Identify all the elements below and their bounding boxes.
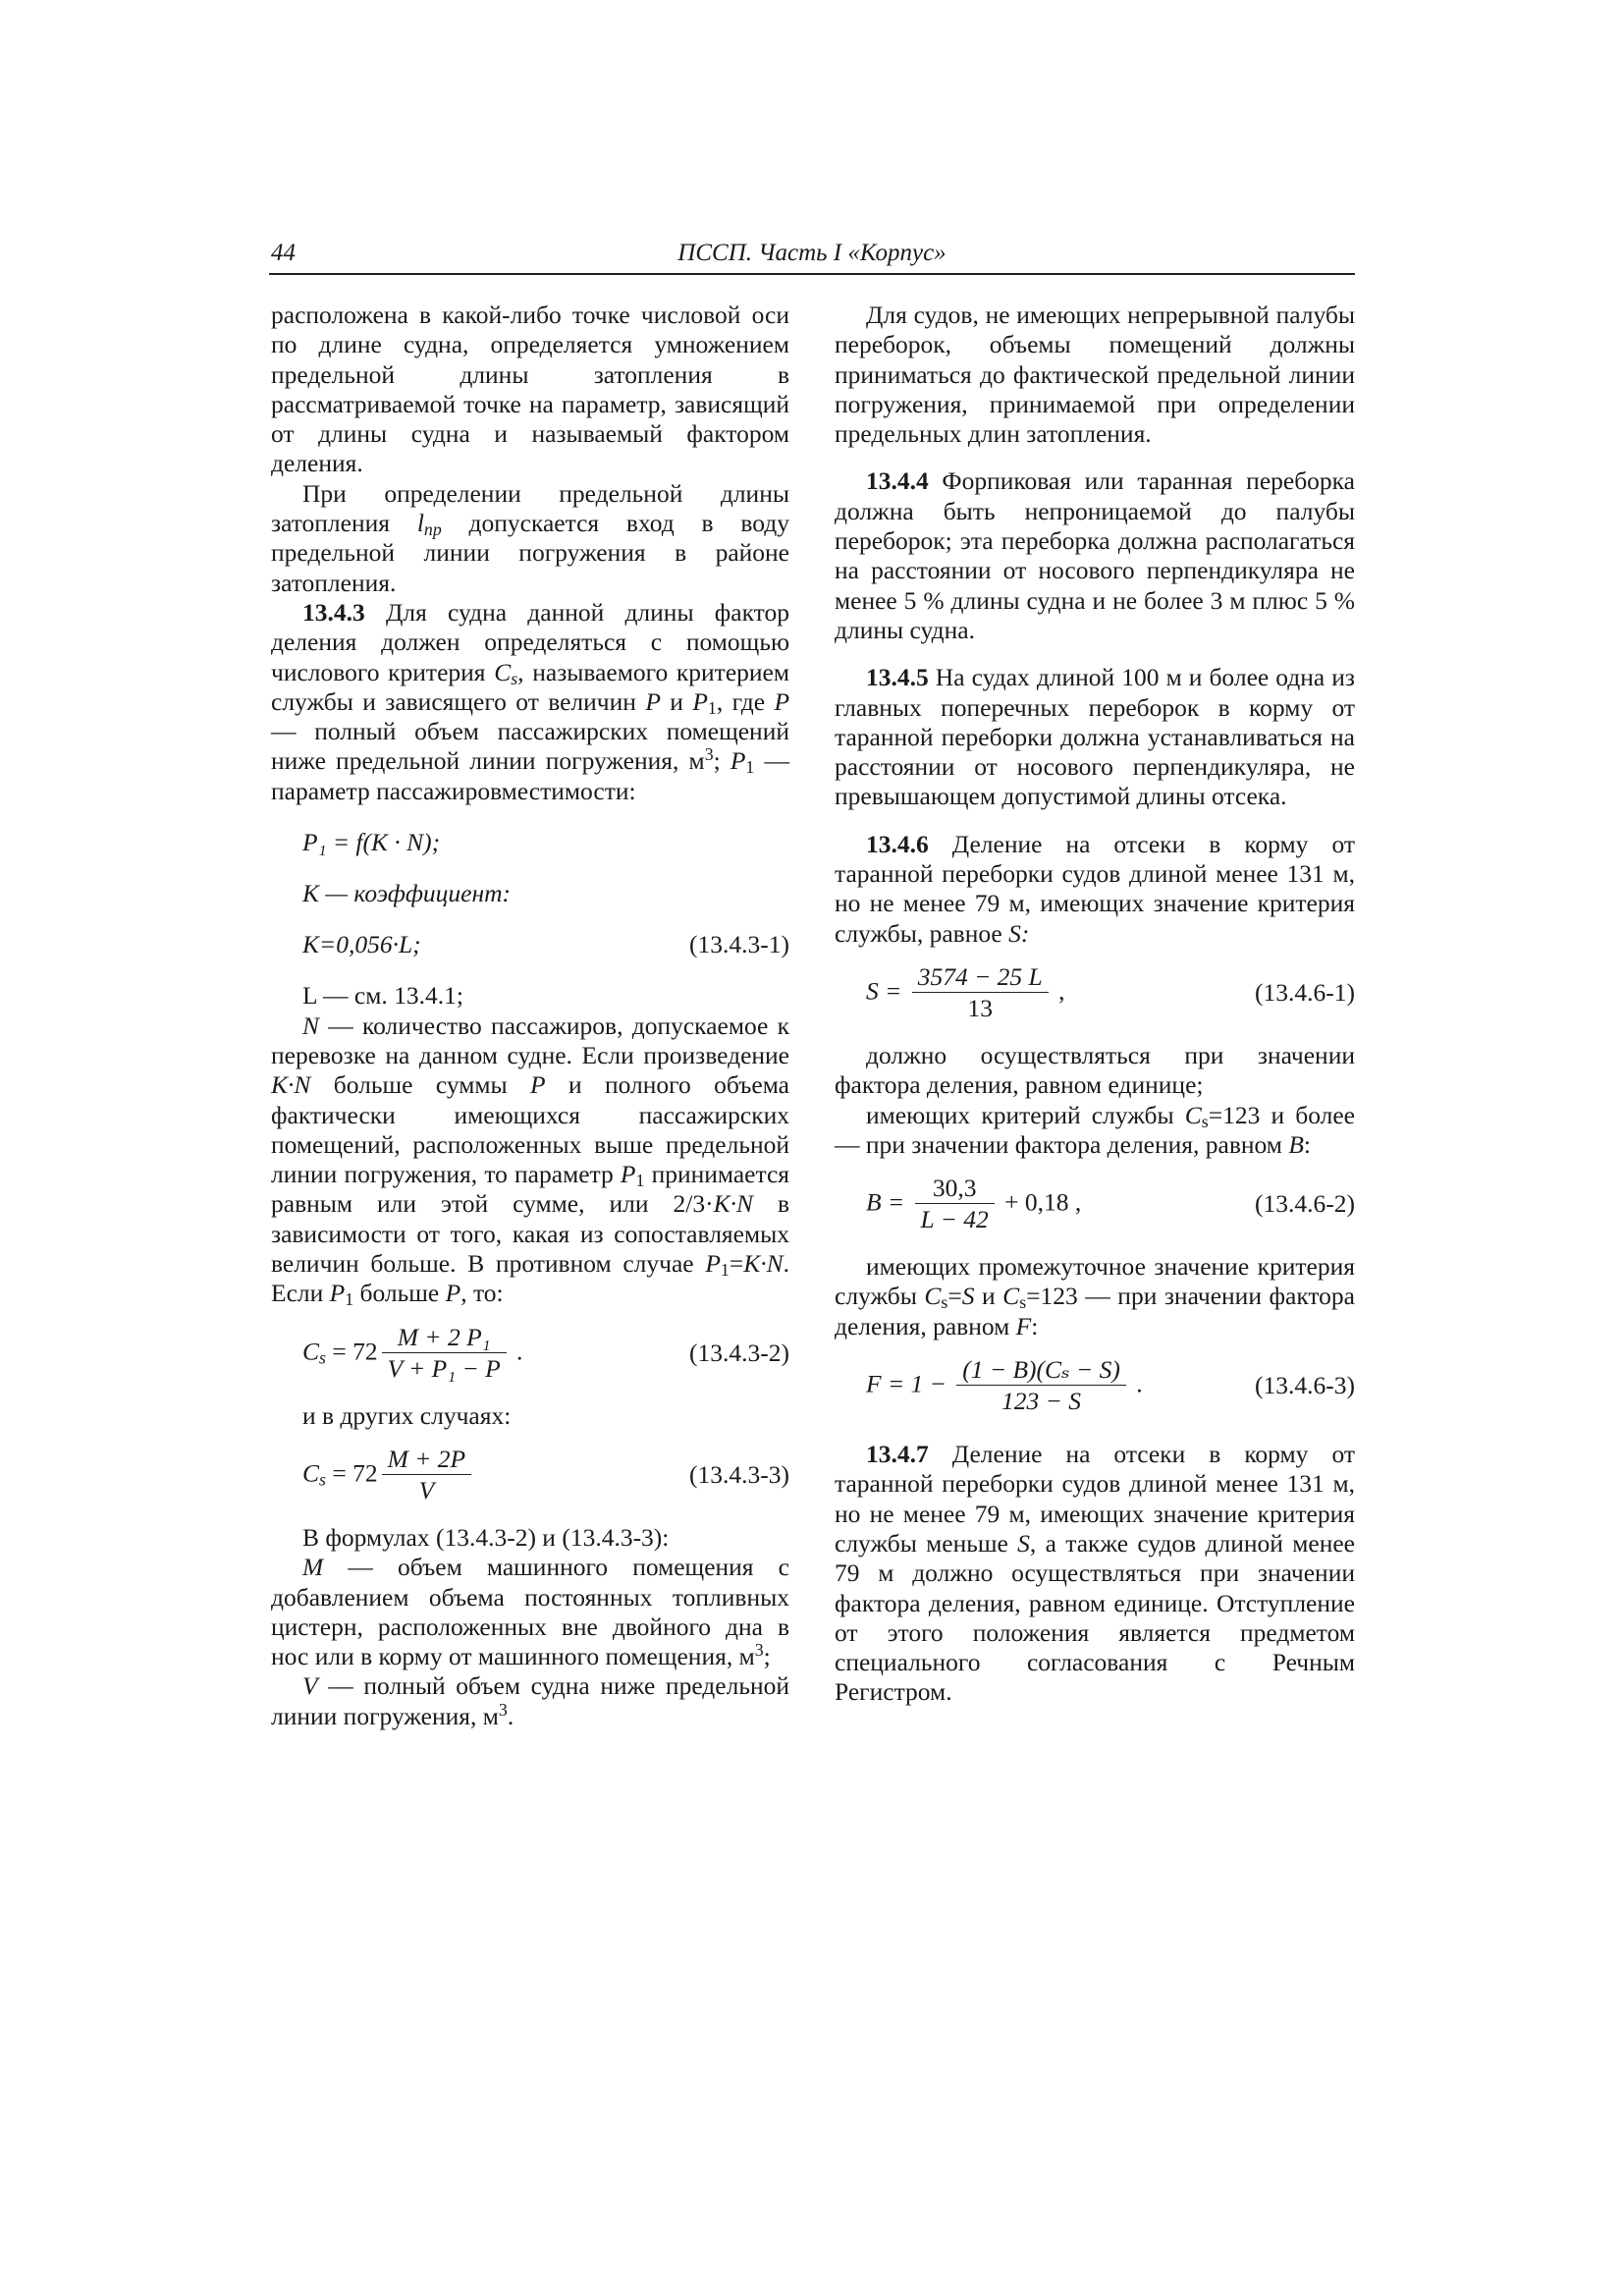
equation-number: (13.4.3-2) bbox=[689, 1338, 789, 1367]
other-cases: и в других случаях: bbox=[302, 1400, 512, 1430]
k-definition: K — коэффициент: bbox=[302, 879, 512, 908]
right-column bbox=[835, 301, 1355, 1708]
paragraph-no-continuous-deck: Для судов, не имеющих непрерывной палубы переборок, объемы помещений должны приниматься до фактической предельной линии погружения, принимаемой при определении предельных длин затопления. bbox=[835, 301, 1355, 449]
formula-13-4-6-2: B = $\frac{30,3}{L - 42}$ + 0,18 , (13.4.6-2) bbox=[866, 1174, 1355, 1234]
section-13-4-7: 13.4.7 Деление на отсеки в корму от таранной переборки судов длиной менее 131 м, но не менее 79 м, имеющих значение критерия службы меньше S, а также судов длиной менее 79 м должно осуществляться при значении фактора деления, равном единице. Отступление от этого положения является предметом специального согласования с Речным Регистром. bbox=[835, 1440, 1355, 1707]
section-13-4-5: 13.4.5 На судах длиной 100 м и более одна из главных поперечных переборок в корму от таранной переборки должна устанавливаться на расстоянии от носового перпендикуляра, не превышающем допустимой длины отсека. bbox=[835, 663, 1355, 811]
formula-13-4-3-2: $C_s = 72$ $\frac{\text{M + 2 P₁}}{\text{V + P₁ − P}}$ . (13.4.3-2) bbox=[302, 1322, 789, 1383]
factor-unity: должно осуществляться при значении фактора деления, равном единице; bbox=[835, 1040, 1355, 1100]
formula-13-4-3-3: $C_s = 72$ $\frac{M + 2P}{V}$ (13.4.3-3) bbox=[302, 1444, 789, 1504]
in-formulas: В формулах (13.4.3-2) и (13.4.3-3): bbox=[302, 1522, 670, 1552]
running-title: ПССП. Часть I «Корпус» bbox=[677, 240, 947, 266]
paragraph-flooding-length: При определении предельной длины затопления $l_{пр}$ допускается вход в воду предельной линии погружения в районе затопления. bbox=[271, 478, 789, 597]
formula-13-4-3-1: K=0,056·L; (13.4.3-1) bbox=[302, 930, 789, 959]
formula-13-4-6-3: F = 1 − $\frac{\text{(1 − B)(Cₛ − S)}}{123 - S}$ . (13.4.6-3) bbox=[866, 1355, 1355, 1416]
criterion-intermediate: имеющих промежуточное значение критерия службы $C_s=S$ и $C_s=123$ — при значении фактора деления, равном F: bbox=[835, 1252, 1355, 1340]
section-number: 13.4.3 bbox=[302, 597, 365, 627]
equation-number: (13.4.6-2) bbox=[1255, 1189, 1355, 1219]
section-13-4-6: 13.4.6 Деление на отсеки в корму от таранной переборки судов длиной менее 131 м, но не менее 79 м, имеющих значение критерия службы, равное S: bbox=[835, 829, 1355, 948]
paragraph-continuation: расположена в какой-либо точке числовой оси по длине судна, определяется умножением предельной длины затопления в рассматриваемой точке на параметр, зависящий от длины судна и называемый фактором деления. bbox=[271, 301, 789, 478]
formula-13-4-6-1: S = $\frac{3574 - 25 L}{13}$ , (13.4.6-1) bbox=[866, 961, 1355, 1022]
section-number: 13.4.5 bbox=[866, 663, 929, 692]
equation-number: (13.4.6-3) bbox=[1255, 1371, 1355, 1400]
page-header bbox=[269, 238, 1355, 275]
equation-number: (13.4.3-3) bbox=[689, 1459, 789, 1489]
formula-p1: P₁ = f(K · N); bbox=[302, 828, 441, 857]
left-column bbox=[271, 301, 789, 1731]
section-13-4-3: 13.4.3 Для судна данной длины фактор деления должен определяться с помощью числового критерия $C_s$, называемого критерием службы и зависящего от величин P и $P_1$, где P — полный объем пассажирских помещений ниже предельной линии погружения, $м^3$; $P_1$ — параметр пассажировместимости: bbox=[271, 597, 790, 805]
l-definition: L — см. 13.4.1; bbox=[302, 981, 463, 1011]
equation-number: (13.4.3-1) bbox=[689, 930, 789, 959]
m-definition: M — объем машинного помещения с добавлением объема постоянных топливных цистерн, расположенных вне двойного дна в нос или в корму от машинного помещения, $м^3$; bbox=[271, 1553, 789, 1671]
v-definition: V — полный объем судна ниже предельной линии погружения, $м^3$. bbox=[271, 1671, 789, 1730]
page-number: 44 bbox=[271, 240, 296, 266]
section-number: 13.4.7 bbox=[866, 1440, 929, 1469]
section-number: 13.4.4 bbox=[866, 466, 929, 496]
n-definition: N — количество пассажиров, допускаемое к перевозке на данном судне. Если произведение K·N больше суммы P и полного объема фактически имеющихся пассажирских помещений, расположенных выше предельной линии погружения, то параметр $P_1$ принимается равным или этой сумме, или 2/3·K·N в зависимости от того, какая из сопоставляемых величин больше. В противном случае $P_1=K\cdot N$. Если $P_1$ больше P, то: bbox=[271, 1011, 790, 1310]
section-13-4-4: 13.4.4 Форпиковая или таранная переборка должна быть непроницаемой до палубы переборок; эта переборка должна располагаться на расстоянии от носового перпендикуляра не менее 5 % длины судна и не более 3 м плюс 5 % длины судна. bbox=[835, 466, 1355, 644]
criterion-123: имеющих критерий службы $C_s=123$ и более — при значении фактора деления, равном B: bbox=[835, 1100, 1355, 1159]
section-number: 13.4.6 bbox=[866, 829, 929, 858]
equation-number: (13.4.6-1) bbox=[1255, 977, 1355, 1007]
